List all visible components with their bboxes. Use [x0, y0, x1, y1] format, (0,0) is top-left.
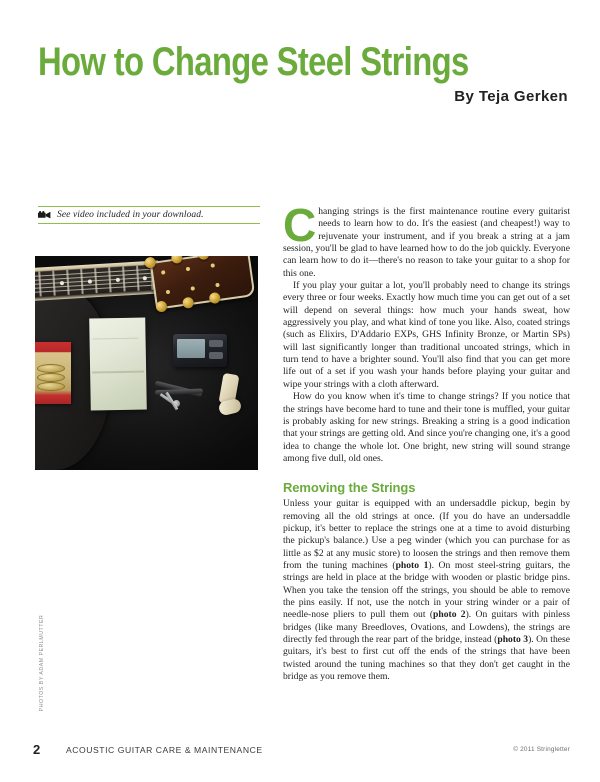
paragraph-text: How do you know when it's time to change strings? If you notice that the strings have become hard to tune and their tone is muffled, your guitar is probably asking for new strings. Breaking a string is a good indication that your strings are getting old. And since you're changing one, it's a good idea to change the whole lot. One bright, new string will sound strange among five dull, old ones.	[283, 391, 570, 464]
section-text-c: ). On guitars with pinless bridges (like many Breedloves, Ovations, and Lowdens), the strings are directly fed through the rear part of the bridge, instead (	[283, 609, 570, 645]
byline: By Teja Gerken	[454, 88, 568, 105]
clip-on-tuner	[173, 334, 227, 367]
photo-reference-3: photo 3	[497, 634, 529, 645]
page-number: 2	[33, 742, 41, 757]
paragraph-removing-strings	[283, 498, 570, 683]
publication-title: ACOUSTIC GUITAR CARE & MAINTENANCE	[66, 745, 263, 755]
page-footer	[0, 742, 600, 758]
polishing-cloth	[89, 318, 147, 411]
string-package	[35, 342, 71, 404]
copyright-notice: © 2011 Stringletter	[513, 746, 570, 753]
section-text-a: Unless your guitar is equipped with an undersaddle pickup, begin by removing all the old strings at once. (If you do have an undersaddle pickup, it's better to replace the strings one at a time to avoid disturbing the pickup's balance.) Use a peg winder (which you can purchase for as little as $2 at any music store) to loosen the strings and then remove them from the tuning machines (	[283, 498, 570, 571]
photo-reference-2: photo 2	[433, 609, 466, 621]
section-text-d: ). On these guitars, it's best to first cut off the ends of the strings that have been twisted around the tuning machines so that they don't get caught in the bridge as you remove them.	[283, 634, 570, 683]
needle-nose-pliers	[155, 374, 209, 426]
page-title: How to Change Steel Strings	[38, 40, 469, 84]
article-column	[283, 199, 571, 683]
section-heading: Removing the Strings	[283, 480, 416, 496]
video-camera-icon	[38, 211, 51, 219]
paragraph-text: hanging strings is the first maintenance routine every guitarist needs to learn how to do. It's the easiest (and cheapest!) way to rejuvenate your instrument, and if you break a string at a jam session, you'll be glad to have learned how to do the job quickly. Everyone can learn how to do it—there's no reason to take your guitar to a shop for this one.	[283, 206, 570, 279]
peg-winder	[215, 374, 249, 426]
tools-photo	[35, 256, 258, 470]
paragraph-intro	[283, 199, 570, 280]
paragraph-text: If you play your guitar a lot, you'll probably need to change its strings every three or four weeks. Exactly how much time you can get out of a set will depend on several things: how much your hands sweat, how aggressively you play, and what kind of tone you like. Also, coated strings (such as Elixirs, D'Addario EXPs, GHS Infinity Bronze, or Martin SPs) will last significantly longer than traditional uncoated strings, which in turn tend to have a brighter sound. You'll also find that you can get more life out of a set if you wash your hands before playing your guitar and wipe your strings with a cloth afterward.	[283, 280, 570, 390]
drop-cap: C	[283, 199, 317, 251]
photo-reference-1: photo 1	[395, 559, 429, 571]
photo-credit: PHOTOS BY ADAM PERLMUTTER	[39, 614, 45, 712]
video-note-label: See video included in your download.	[57, 210, 204, 220]
section-text-b: ). On most steel-string guitars, the strings are held in place at the bridge with wooden or plastic bridge pins. When you take the tension off the strings, you should be able to remove the pins easily. If not, use the notch in your string winder or a pair of needle-nose pliers to pull them out (	[283, 559, 571, 621]
video-note	[38, 206, 260, 224]
